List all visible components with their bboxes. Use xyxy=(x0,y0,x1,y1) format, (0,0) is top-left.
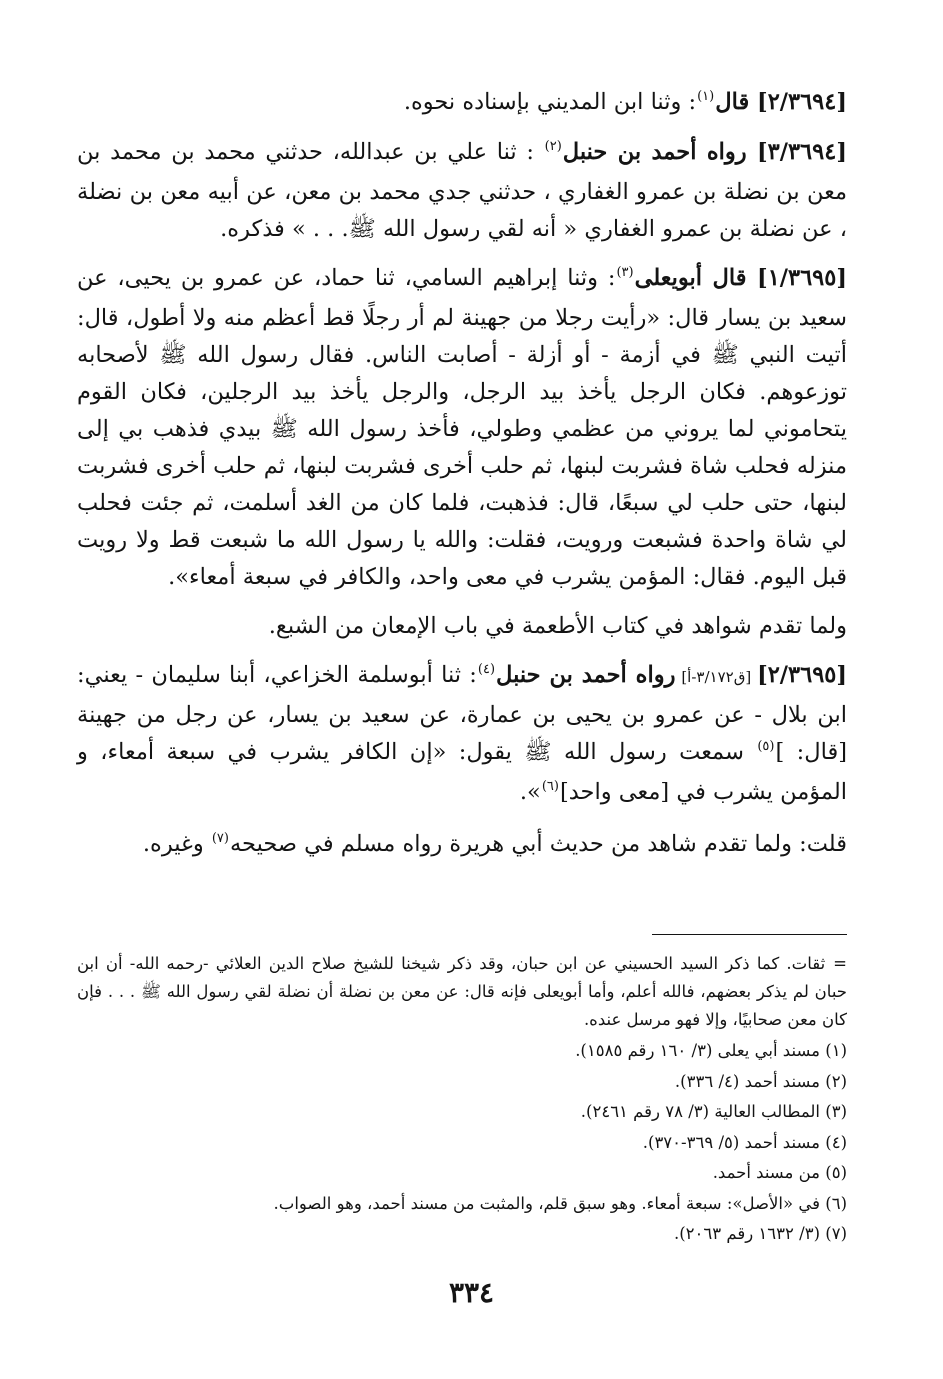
hadith-paragraph xyxy=(77,84,847,124)
footnote-item: (٤) مسند أحمد (٥/ ٣٦٩-٣٧٠). xyxy=(642,1132,847,1152)
commentary-paragraph xyxy=(77,608,847,645)
hadith-paragraph xyxy=(77,134,847,248)
page-number: ٣٣٤ xyxy=(448,1276,495,1309)
footnote-item: (٦) في «الأصل»: سبعة أمعاء. وهو سبق قلم، والمثبت من مسند أحمد، وهو الصواب. xyxy=(273,1193,847,1213)
commentary-text: وغيره. xyxy=(142,831,211,857)
hadith-text: سمعت رسول الله ﷺ يقول: «إن الكافر يشرب في سبعة أمعاء، و المؤمن يشرب في [معى واحد] xyxy=(77,739,847,805)
hadith-text: : ثنا أبوسلمة الخزاعي، أبنا سليمان - يعني: ابن بلال - عن عمرو بن يحيى بن عمارة، عن سعيد بن يسار، عن رجل من جهينة [قال: ] xyxy=(77,662,847,765)
hadith-heading: [٣/٣٦٩٤] رواه أحمد بن حنبل xyxy=(562,139,847,165)
footnote-item: (٣) المطالب العالية (٣/ ٧٨ رقم ٢٤٦١). xyxy=(580,1102,847,1121)
footnote-item: (٥) من مسند أحمد. xyxy=(712,1163,847,1182)
footnote-ref: (٦) xyxy=(541,779,559,794)
commentary-paragraph xyxy=(77,826,847,866)
hadith-heading: [٢/٣٦٩٥] xyxy=(757,662,848,688)
footnote-item: (٧) (٣/ ١٦٣٢ رقم ٢٠٦٣). xyxy=(673,1224,847,1243)
footnote-item: (٢) مسند أحمد (٤/ ٣٣٦). xyxy=(674,1071,847,1091)
hadith-paragraph xyxy=(77,260,847,596)
footnote-ref: (٧) xyxy=(211,831,229,846)
hadith-heading: [١/٣٦٩٥] قال أبويعلى xyxy=(634,265,847,291)
footnote-ref: (٣) xyxy=(616,265,634,280)
hadith-heading-source: رواه أحمد بن حنبل xyxy=(496,662,676,688)
hadith-heading: [٢/٣٦٩٤] قال xyxy=(715,89,847,115)
footnote-divider xyxy=(652,934,847,935)
footnote-ref: (٢) xyxy=(544,139,562,154)
main-text xyxy=(77,84,847,878)
footnote-ref: (١) xyxy=(697,89,715,104)
manuscript-ref: [ق٣/١٧٢-أ] xyxy=(675,668,758,686)
hadith-text: ». xyxy=(519,779,541,805)
footnote-item: (١) مسند أبي يعلى (٣/ ١٦٠ رقم ١٥٨٥). xyxy=(575,1041,847,1060)
commentary-text: ولما تقدم شواهد في كتاب الأطعمة في باب الإمعان من الشبع. xyxy=(268,613,847,639)
hadith-paragraph xyxy=(77,657,847,814)
footnote-ref: (٥) xyxy=(757,739,775,754)
hadith-text: : وثنا إبراهيم السامي، ثنا حماد، عن عمرو بن يحيى، عن سعيد بن يسار قال: «رأيت رجلا من جهينة لم أر رجلًا قط أعظم منه ولا أطول، قال: أتيت النبي ﷺ في أزمة - أو أزلة - أصابت الناس. فقال رسول الله ﷺ لأصحابه توزعوهم. فكان الرجل يأخذ بيد الرجل، والرجل يأخذ بيد الرجلين، فكان القوم يتحاموني لما يروني من عظمي وطولي، فأخذ رسول الله ﷺ بيدي فذهب بي إلى منزله فحلب شاة فشربت لبنها، ثم حلب أخرى فشربت لبنها، ثم حلب أخرى فشربت لبنها، حتى حلب لي سبعًا، قال: فذهبت، فلما كان من الغد أسلمت، ثم جئت فحلب لي شاة واحدة فشبعت ورويت، فقلت: والله يا رسول الله ما شبعت قط ولا رويت قبل اليوم. فقال: المؤمن يشرب في معى واحد، والكافر في سبعة أمعاء». xyxy=(77,265,847,590)
hadith-text: : وثنا ابن المديني بإسناده نحوه. xyxy=(403,89,697,115)
continuation-marker: = xyxy=(833,954,847,973)
footnotes xyxy=(77,950,847,1250)
continuation-text: ثقات. كما ذكر السيد الحسيني عن ابن حبان، وقد ذكر شيخنا للشيخ صلاح الدين العلائي -رحمه الله- أن ابن حبان لم يذكر بعضهم، فالله أعلم، وأما أبويعلى فإنه قال: عن معن بن نضلة أن نضلة لقي رسول الله ﷺ . . . فإن كان معن صحابيًا، وإلا فهو مرسل عنده. xyxy=(77,954,847,1029)
commentary-text: قلت: ولما تقدم شاهد من حديث أبي هريرة رواه مسلم في صحيحه xyxy=(229,831,847,857)
footnote-continuation xyxy=(77,950,847,1034)
hadith-text: : ثنا علي بن عبدالله، حدثني محمد بن محمد بن معن بن نضلة بن عمرو الغفاري ، حدثني جدي محمد بن معن، عن أبيه معن بن نضلة ، عن نضلة بن عمرو الغفاري « أنه لقي رسول الله ﷺ. . . » فذكره. xyxy=(77,139,847,242)
footnote-ref: (٤) xyxy=(477,662,496,677)
